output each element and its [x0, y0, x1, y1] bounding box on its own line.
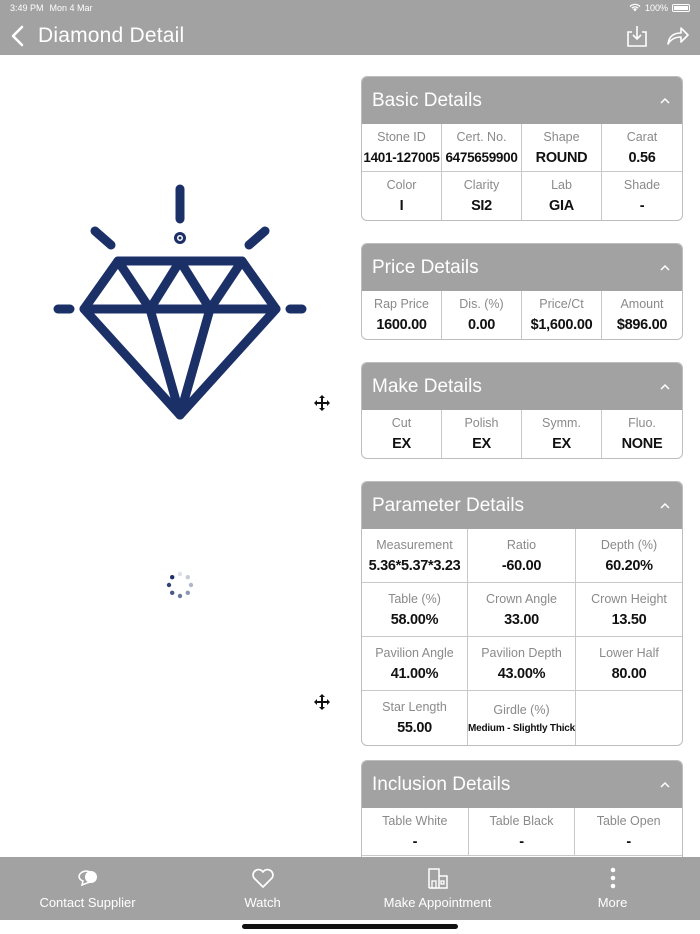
basic-details-header[interactable] [362, 77, 682, 124]
detail-cell [522, 172, 602, 220]
detail-value: EX [472, 436, 491, 452]
detail-value: 43.00% [497, 665, 546, 682]
detail-cell [442, 291, 522, 339]
detail-label: Lower Half [599, 645, 659, 660]
share-icon[interactable] [664, 23, 690, 49]
detail-label: Symm. [542, 416, 581, 430]
detail-cell [522, 124, 602, 172]
detail-label: Cert. No. [456, 130, 507, 144]
chevron-up-icon[interactable] [658, 95, 672, 107]
basic-details-card [361, 76, 683, 221]
price-details-header[interactable] [362, 244, 682, 291]
more-vertical-icon [601, 867, 625, 889]
detail-value: -60.00 [501, 557, 542, 574]
detail-label: Star Length [382, 700, 447, 714]
detail-label: Dis. (%) [459, 297, 504, 311]
detail-cell [602, 172, 682, 220]
inclusion-details-grid [362, 808, 682, 856]
detail-value: 33.00 [504, 611, 539, 628]
detail-value: $896.00 [616, 317, 668, 333]
detail-cell [442, 124, 522, 172]
detail-value: 1600.00 [376, 317, 427, 333]
section-title: Make Details [372, 375, 482, 397]
detail-label: Carat [626, 129, 658, 144]
detail-value: 0.56 [628, 149, 656, 166]
chevron-up-icon[interactable] [658, 381, 672, 393]
detail-label: Polish [464, 416, 499, 430]
status-date: Mon 4 Mar [49, 3, 93, 13]
inclusion-details-header[interactable] [362, 761, 682, 808]
detail-value: 1401-127005 [363, 150, 440, 165]
detail-label: Table Black [489, 813, 554, 828]
detail-cell [576, 529, 682, 583]
section-title: Inclusion Details [372, 773, 511, 795]
detail-cell [362, 410, 442, 458]
tab-label: Contact Supplier [39, 895, 136, 910]
detail-value: I [399, 198, 404, 214]
detail-label: Table (%) [388, 591, 441, 606]
detail-cell [468, 637, 576, 691]
chat-bubbles-icon [76, 867, 100, 889]
detail-label: Girdle (%) [493, 702, 550, 717]
diamond-image-panel [0, 55, 360, 857]
detail-cell [576, 637, 682, 691]
detail-value: 80.00 [611, 665, 647, 682]
detail-value: 41.00% [390, 665, 439, 682]
detail-label: Depth (%) [600, 537, 658, 552]
battery-percent: 100% [644, 3, 668, 13]
detail-value: EX [392, 436, 411, 452]
price-details-card [361, 243, 683, 340]
detail-cell [442, 410, 522, 458]
detail-value: EX [552, 436, 571, 452]
detail-label: Cut [391, 416, 412, 430]
detail-cell-empty [576, 691, 682, 745]
chevron-left-icon[interactable] [10, 21, 32, 51]
detail-label: Shade [623, 178, 661, 192]
building-icon [426, 867, 450, 889]
home-indicator[interactable] [242, 924, 458, 929]
heart-icon [251, 867, 275, 889]
detail-label: Color [386, 178, 417, 192]
detail-cell [575, 808, 682, 856]
detail-value: Medium - Slightly Thick [467, 722, 576, 734]
detail-cell [362, 172, 442, 220]
tab-label: More [597, 895, 628, 910]
detail-cell [362, 637, 468, 691]
detail-cell [522, 291, 602, 339]
detail-cell [469, 808, 576, 856]
detail-value: $1,600.00 [530, 317, 593, 333]
detail-value: GIA [549, 198, 574, 214]
detail-label: Table White [382, 813, 448, 828]
detail-cell [468, 691, 576, 745]
detail-label: Measurement [376, 537, 453, 552]
battery-icon [672, 4, 690, 12]
page-title: Diamond Detail [38, 23, 185, 47]
detail-value: 60.20% [605, 557, 653, 574]
parameter-details-card [361, 481, 683, 746]
make-details-grid [362, 410, 682, 458]
detail-value: - [639, 198, 645, 214]
detail-label: Shape [543, 129, 580, 144]
detail-label: Stone ID [377, 130, 426, 144]
detail-value: 55.00 [397, 720, 432, 736]
detail-label: Fluo. [628, 416, 656, 430]
detail-label: Lab [551, 178, 572, 192]
inclusion-details-card [361, 760, 683, 857]
download-icon[interactable] [624, 23, 650, 49]
detail-cell [602, 124, 682, 172]
detail-cell [602, 291, 682, 339]
make-details-header[interactable] [362, 363, 682, 410]
detail-cell [468, 529, 576, 583]
detail-label: Pavilion Angle [375, 645, 454, 660]
section-title: Parameter Details [372, 494, 525, 516]
detail-label: Pavilion Depth [481, 645, 562, 660]
basic-details-grid [362, 124, 682, 220]
detail-value: - [519, 833, 524, 850]
detail-value: 6475659900 [445, 150, 518, 165]
tab-label: Watch [244, 895, 281, 910]
tab-contact-supplier[interactable] [0, 857, 175, 920]
detail-label: Price/Ct [539, 297, 584, 311]
chevron-up-icon[interactable] [658, 500, 672, 512]
detail-value: 58.00% [390, 611, 439, 628]
diamond-icon [50, 181, 310, 426]
detail-value: NONE [621, 436, 663, 452]
price-details-grid [362, 291, 682, 339]
detail-cell [468, 583, 576, 637]
detail-label: Amount [620, 297, 664, 311]
parameter-details-header[interactable] [362, 482, 682, 529]
detail-cell [362, 691, 468, 745]
detail-cell [576, 583, 682, 637]
detail-value: SI2 [471, 198, 492, 214]
section-title: Price Details [372, 256, 479, 278]
wifi-icon [629, 3, 641, 14]
section-title: Basic Details [372, 89, 482, 111]
detail-cell [362, 529, 468, 583]
detail-label: Crown Angle [486, 591, 557, 606]
tab-more[interactable] [525, 857, 700, 920]
tab-make-appointment[interactable] [350, 857, 525, 920]
detail-value: ROUND [535, 149, 588, 166]
detail-cell [362, 124, 442, 172]
detail-cell [602, 410, 682, 458]
detail-value: - [412, 833, 418, 850]
move-arrows-icon [314, 694, 330, 710]
detail-label: Rap Price [374, 297, 429, 311]
status-bar [0, 0, 700, 16]
detail-value: 13.50 [611, 611, 647, 628]
detail-cell [522, 410, 602, 458]
make-details-card [361, 362, 683, 459]
bottom-tab-bar [0, 857, 700, 920]
nav-bar [0, 16, 700, 55]
parameter-details-grid [362, 529, 682, 745]
detail-label: Table Open [596, 813, 661, 828]
detail-value: 0.00 [467, 317, 496, 333]
detail-label: Crown Height [591, 591, 667, 606]
tab-watch[interactable] [175, 857, 350, 920]
loading-spinner-icon [166, 571, 194, 599]
detail-cell [362, 291, 442, 339]
detail-value: - [626, 833, 631, 850]
detail-value: 5.36*5.37*3.23 [368, 557, 461, 574]
detail-cell [442, 172, 522, 220]
detail-cell [362, 583, 468, 637]
tab-label: Make Appointment [383, 895, 492, 910]
details-panel [361, 76, 683, 768]
move-arrows-icon [314, 395, 330, 411]
detail-cell [362, 808, 469, 856]
status-time: 3:49 PM [10, 3, 44, 13]
chevron-up-icon[interactable] [658, 262, 672, 274]
detail-label: Clarity [463, 178, 500, 192]
detail-label: Ratio [506, 537, 537, 552]
chevron-up-icon[interactable] [658, 779, 672, 791]
